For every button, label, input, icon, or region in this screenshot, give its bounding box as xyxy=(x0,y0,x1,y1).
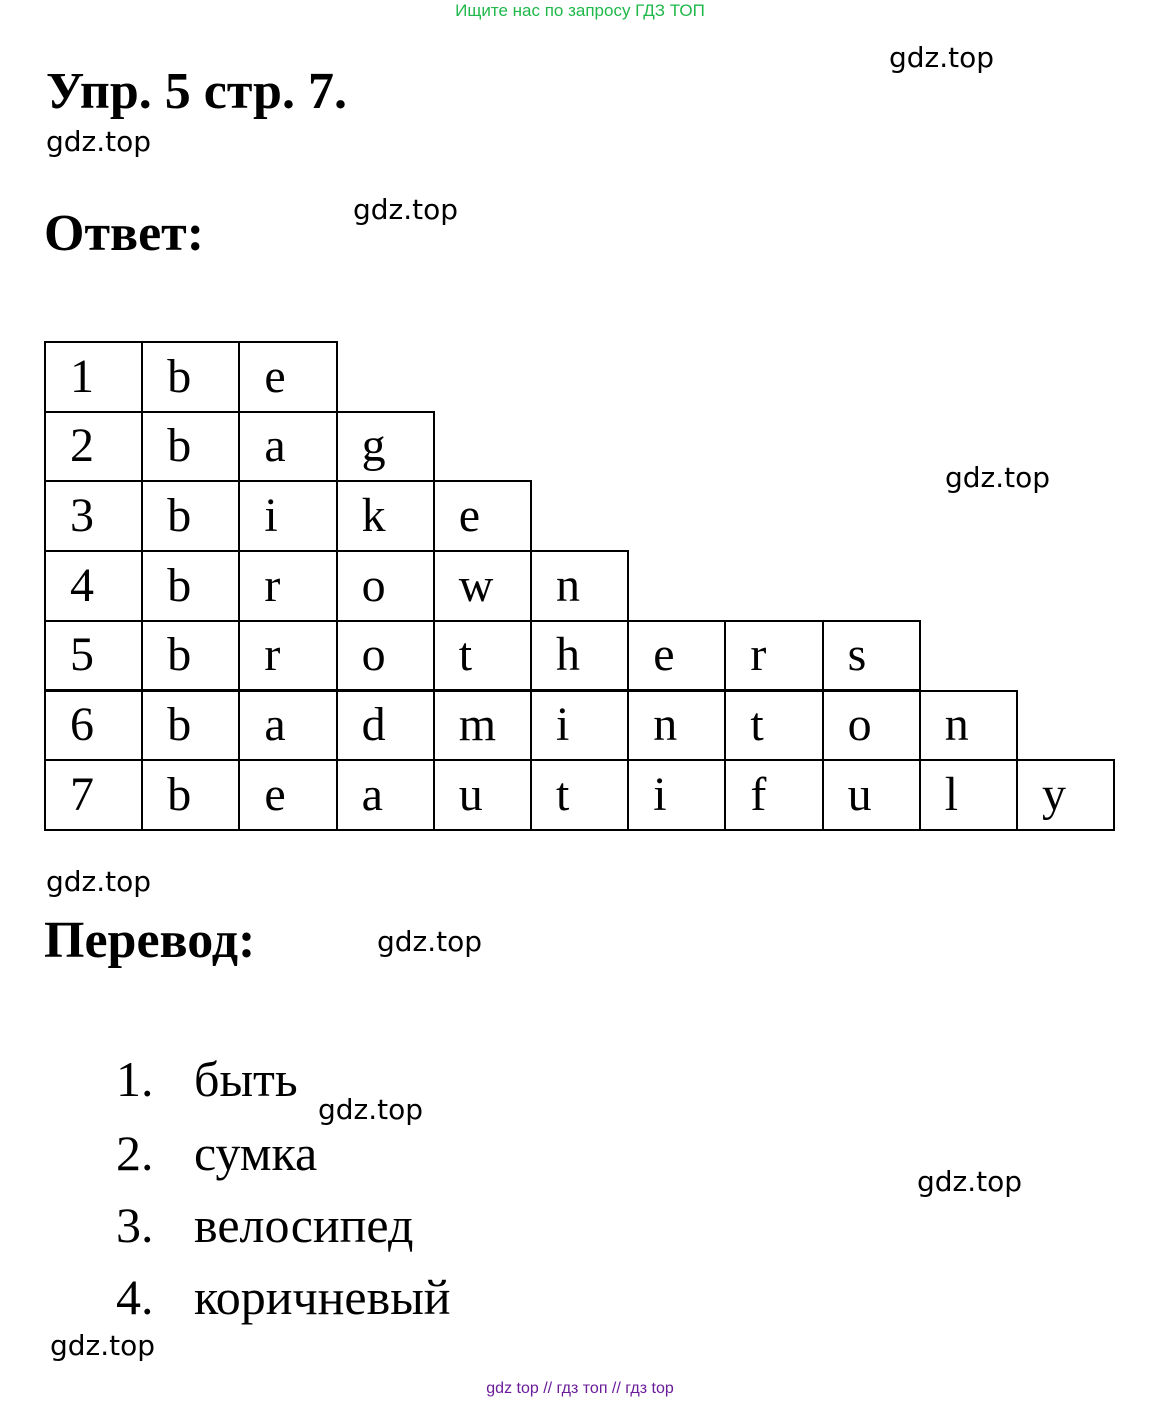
crossword-row-number xyxy=(44,480,143,552)
crossword-char: b xyxy=(167,489,192,543)
translation-number: 4. xyxy=(116,1269,154,1325)
watermark: gdz.top xyxy=(889,41,995,74)
crossword-letter-cell xyxy=(336,550,435,622)
crossword-letter-cell xyxy=(1016,759,1115,831)
crossword-letter-cell xyxy=(336,759,435,831)
crossword-row-number xyxy=(44,341,143,413)
crossword-char: e xyxy=(264,349,286,403)
crossword-char: e xyxy=(264,767,286,821)
watermark: gdz.top xyxy=(917,1165,1023,1198)
crossword-char: o xyxy=(361,558,386,612)
crossword-char: o xyxy=(847,698,872,752)
crossword-letter-cell xyxy=(919,690,1018,762)
crossword-char: g xyxy=(361,419,386,473)
crossword-char: n xyxy=(944,698,969,752)
crossword-char: b xyxy=(167,419,192,473)
crossword-letter-cell xyxy=(433,620,532,692)
crossword-letter-cell xyxy=(336,620,435,692)
crossword-char: 6 xyxy=(70,698,94,752)
crossword-letter-cell xyxy=(724,759,823,831)
translation-number: 2. xyxy=(116,1125,154,1181)
crossword-char: u xyxy=(847,767,872,821)
translation-number: 3. xyxy=(116,1197,154,1253)
crossword-char: a xyxy=(264,698,286,752)
crossword-letter-cell xyxy=(530,620,629,692)
crossword-char: 7 xyxy=(70,767,94,821)
crossword-char: 2 xyxy=(70,419,94,473)
crossword-letter-cell xyxy=(238,620,337,692)
crossword-letter-cell xyxy=(238,690,337,762)
crossword-letter-cell xyxy=(724,620,823,692)
crossword-char: w xyxy=(458,558,494,612)
crossword-char: m xyxy=(458,698,497,752)
crossword-letter-cell xyxy=(238,411,337,483)
crossword-char: t xyxy=(750,698,764,752)
crossword-letter-cell xyxy=(336,480,435,552)
crossword-row-number xyxy=(44,550,143,622)
footer-links[interactable]: gdz top // гдз топ // гдз top xyxy=(486,1380,674,1397)
crossword-char: l xyxy=(944,767,959,821)
translation-number: 1. xyxy=(116,1051,154,1107)
crossword-char: 5 xyxy=(70,628,94,682)
watermark: gdz.top xyxy=(945,461,1051,494)
crossword-char: r xyxy=(750,628,767,682)
crossword-char: i xyxy=(264,489,278,543)
crossword-char: b xyxy=(167,349,192,403)
crossword-char: s xyxy=(847,628,867,682)
crossword-letter-cell xyxy=(141,411,240,483)
crossword-char: 1 xyxy=(70,349,94,403)
top-banner-link[interactable]: Ищите нас по запросу ГДЗ ТОП xyxy=(455,1,705,20)
crossword-char: t xyxy=(556,767,570,821)
crossword-letter-cell xyxy=(433,480,532,552)
translation-text: коричневый xyxy=(194,1269,451,1325)
crossword-char: y xyxy=(1042,767,1066,821)
crossword-char: t xyxy=(458,628,473,682)
translation-text: быть xyxy=(194,1051,298,1107)
crossword-row-number xyxy=(44,620,143,692)
crossword-char: i xyxy=(653,767,667,821)
crossword-letter-cell xyxy=(238,550,337,622)
crossword-char: f xyxy=(750,767,767,821)
crossword-char: o xyxy=(361,628,386,682)
crossword-letter-cell xyxy=(141,690,240,762)
exercise-title: Упр. 5 стр. 7. xyxy=(46,63,347,120)
crossword-letter-cell xyxy=(336,411,435,483)
translation-item xyxy=(116,1269,451,1325)
translation-text: велосипед xyxy=(194,1197,414,1253)
crossword-letter-cell xyxy=(336,690,435,762)
crossword-letter-cell xyxy=(530,759,629,831)
crossword-letter-cell xyxy=(627,759,726,831)
crossword-letter-cell xyxy=(141,480,240,552)
translation-item xyxy=(116,1197,414,1253)
crossword-letter-cell xyxy=(822,759,921,831)
watermark: gdz.top xyxy=(318,1093,424,1126)
crossword-letter-cell xyxy=(433,759,532,831)
crossword-letter-cell xyxy=(238,480,337,552)
crossword-letter-cell xyxy=(627,690,726,762)
crossword-char: k xyxy=(361,489,386,543)
crossword-char: e xyxy=(653,628,675,682)
crossword-letter-cell xyxy=(724,690,823,762)
watermark: gdz.top xyxy=(353,193,459,226)
crossword-letter-cell xyxy=(141,620,240,692)
crossword-char: e xyxy=(458,489,481,543)
crossword-char: b xyxy=(167,558,192,612)
crossword-letter-cell xyxy=(433,690,532,762)
crossword-char: i xyxy=(556,698,570,752)
translation-heading: Перевод: xyxy=(44,912,256,969)
crossword-letter-cell xyxy=(822,620,921,692)
crossword-letter-cell xyxy=(238,341,337,413)
crossword-letter-cell xyxy=(627,620,726,692)
watermark: gdz.top xyxy=(377,925,483,958)
crossword-char: b xyxy=(167,767,192,821)
crossword-char: u xyxy=(458,767,483,821)
crossword-letter-cell xyxy=(238,759,337,831)
crossword-char: r xyxy=(264,628,281,682)
crossword-row-number xyxy=(44,411,143,483)
translation-text: сумка xyxy=(194,1125,318,1181)
crossword-letter-cell xyxy=(919,759,1018,831)
crossword-letter-cell xyxy=(433,550,532,622)
translation-item xyxy=(116,1125,318,1181)
crossword-char: 4 xyxy=(70,558,94,612)
crossword-char: r xyxy=(264,558,281,612)
crossword-char: n xyxy=(653,698,678,752)
crossword-char: h xyxy=(556,628,580,682)
watermark: gdz.top xyxy=(50,1329,156,1362)
crossword-letter-cell xyxy=(141,341,240,413)
crossword-char: b xyxy=(167,628,192,682)
crossword-char: a xyxy=(264,419,286,473)
answer-heading: Ответ: xyxy=(44,205,205,262)
translation-item xyxy=(116,1051,298,1107)
crossword-char: b xyxy=(167,698,192,752)
crossword-letter-cell xyxy=(822,690,921,762)
crossword-char: a xyxy=(361,767,383,821)
crossword-letter-cell xyxy=(530,690,629,762)
watermark: gdz.top xyxy=(46,865,152,898)
crossword-letter-cell xyxy=(141,759,240,831)
crossword-char: d xyxy=(361,698,386,752)
crossword-char: n xyxy=(556,558,580,612)
crossword-char: 3 xyxy=(70,489,94,543)
crossword-row-number xyxy=(44,759,143,831)
crossword-row-number xyxy=(44,690,143,762)
watermark: gdz.top xyxy=(46,125,152,158)
crossword-letter-cell xyxy=(530,550,629,622)
crossword-letter-cell xyxy=(141,550,240,622)
